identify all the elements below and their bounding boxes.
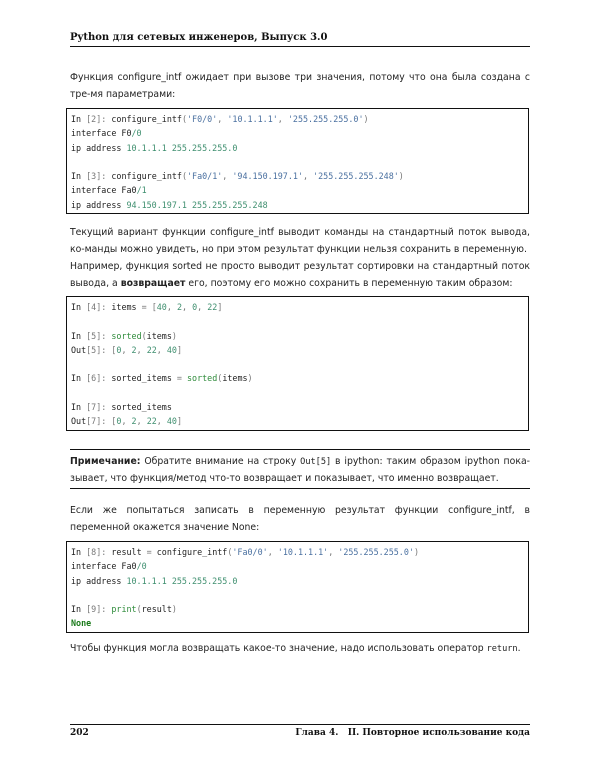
code-token: = [141, 302, 147, 312]
code-token: ( [136, 604, 142, 615]
code-line [71, 588, 524, 602]
code-block-1 [66, 108, 529, 214]
code-token: sorted_items [106, 373, 177, 384]
code-token: sorted [111, 330, 142, 341]
code-token: [ [106, 416, 117, 427]
code-token: 'F0/0' [187, 114, 218, 124]
code-token: 40 [156, 302, 167, 312]
code-token: ip address [71, 199, 127, 210]
note-label: Примечание: [70, 456, 141, 467]
code-line [71, 414, 524, 428]
code-line [71, 357, 524, 371]
code-line [71, 155, 524, 169]
code-token: ) [171, 604, 177, 615]
code-token: , [267, 547, 278, 557]
code-line [71, 386, 524, 400]
page-number: 202 [70, 728, 89, 738]
code-token: = [146, 547, 152, 557]
code-token: /1 [136, 185, 147, 196]
code-token: 22 [146, 416, 157, 427]
code-token: 'Fa0/0' [232, 547, 268, 557]
code-token: [5]: [86, 330, 107, 341]
text: Например, функция sorted не просто выводит результат сортировки на стандартный поток вывода, а [70, 261, 530, 289]
code-token: items [146, 330, 172, 341]
code-token: ) [398, 171, 404, 182]
code-token: 40 [166, 344, 177, 355]
code-token: , [222, 171, 233, 182]
code-token: 0 [116, 416, 122, 427]
code-token: Out [71, 416, 87, 427]
note-top-rule [70, 449, 530, 450]
code-line [71, 169, 524, 183]
chapter-title: Глава 4. II. Повторное использование кода [295, 728, 530, 738]
code-line [71, 602, 524, 616]
code-token: configure_intf [106, 171, 182, 182]
code-token: 22 [207, 302, 218, 312]
paragraph-sorted-example [70, 259, 530, 292]
inline-code: Out[5] [300, 457, 332, 467]
code-token: interface Fa0 [71, 561, 137, 572]
code-line [71, 300, 524, 314]
code-token: /0 [131, 128, 142, 139]
code-token: /0 [136, 561, 147, 572]
code-token: ( [227, 547, 233, 557]
code-token: [7]: [86, 402, 107, 413]
running-header: Python для сетевых инженеров, Выпуск 3.0 [70, 32, 328, 43]
code-token: ip address [71, 142, 127, 153]
code-line [71, 371, 524, 385]
paragraph-current-variant: Текущий вариант функции configure_intf выводит команды на стандартный поток вывода, ко-манды можно увидеть, но при этом результат функции нельзя сохранить в переменную. [70, 227, 530, 255]
code-token: '10.1.1.1' [277, 547, 329, 557]
code-token: '255.255.255.248' [313, 171, 399, 182]
code-token: ) [363, 114, 369, 124]
code-token: In [71, 547, 87, 557]
code-line [71, 400, 524, 414]
code-token: sorted_items [106, 402, 172, 413]
code-token: interface F0 [71, 128, 132, 139]
code-token: 94.150.197.1 255.255.255.248 [126, 199, 268, 210]
header-rule [70, 46, 530, 47]
code-token: result [141, 604, 172, 615]
code-token: In [71, 171, 87, 182]
code-line [71, 183, 524, 197]
code-token: , [302, 171, 314, 182]
code-token: , [136, 344, 147, 355]
code-token: , [277, 114, 288, 124]
code-token: = [176, 373, 182, 384]
code-token: [9]: [86, 604, 107, 615]
code-token: In [71, 373, 87, 384]
code-token: [2]: [86, 114, 107, 124]
code-token: ( [181, 114, 187, 124]
code-line [71, 141, 524, 155]
code-token: 10.1.1.1 255.255.255.0 [126, 142, 238, 153]
code-block-2 [66, 296, 529, 431]
code-token: configure_intf [106, 114, 182, 124]
footer-rule [70, 724, 530, 725]
code-token: , [136, 416, 147, 427]
code-token: [ [146, 302, 157, 312]
note-text: Обратите внимание на строку [140, 456, 301, 467]
code-token: [7]: [86, 416, 107, 427]
code-token: ( [141, 330, 147, 341]
code-line [71, 314, 524, 328]
code-token: In [71, 302, 87, 312]
code-token: '255.255.255.0' [287, 114, 364, 124]
code-token: In [71, 604, 87, 615]
code-token: , [156, 344, 167, 355]
code-token: [ [106, 344, 117, 355]
code-line [71, 343, 524, 357]
code-token: ( [181, 171, 187, 182]
code-line [71, 574, 524, 588]
code-line [71, 329, 524, 343]
code-line [71, 198, 524, 212]
code-token: ] [217, 302, 223, 312]
code-line [71, 126, 524, 140]
code-token: 'Fa0/1' [187, 171, 223, 182]
code-token: , [181, 302, 193, 312]
code-token: ) [413, 547, 419, 557]
code-token: , [121, 344, 132, 355]
code-token: ] [176, 344, 183, 355]
code-token: In [71, 402, 87, 413]
code-token: None [71, 618, 92, 629]
code-line [71, 616, 524, 630]
code-token: , [328, 547, 339, 557]
code-token: , [166, 302, 177, 312]
code-token: 40 [166, 416, 177, 427]
code-token: 10.1.1.1 255.255.255.0 [126, 575, 238, 586]
paragraph-return [70, 641, 530, 658]
code-token: , [121, 416, 132, 427]
code-token: sorted [187, 373, 218, 384]
code-token: 2 [176, 302, 182, 312]
code-token: 22 [146, 344, 157, 355]
note [70, 454, 530, 487]
code-token: configure_intf [151, 547, 228, 557]
code-token: [4]: [86, 302, 107, 312]
code-token: '255.255.255.0' [338, 547, 414, 557]
code-token: 2 [131, 416, 137, 427]
code-token: [5]: [86, 344, 107, 355]
code-token: ] [176, 416, 183, 427]
code-token: items [106, 302, 142, 312]
code-token: ( [217, 373, 223, 384]
text: его, поэтому его можно сохранить в переменную таким образом: [185, 277, 513, 289]
code-line [71, 559, 524, 573]
code-token: print [111, 604, 137, 615]
code-token: ) [171, 330, 177, 341]
code-token: , [156, 416, 167, 427]
code-token: ) [247, 373, 253, 384]
text: Чтобы функция могла возвращать какое-то значение, надо использовать оператор [70, 643, 487, 654]
inline-code: return [486, 644, 518, 654]
code-token: Out [71, 344, 87, 355]
code-line [71, 545, 524, 559]
code-block-3 [66, 541, 529, 633]
code-token: In [71, 330, 87, 341]
note-bottom-rule [70, 488, 530, 489]
paragraph-none-result: Если же попытаться записать в переменную результат функции configure_intf, в переменной окажется значение None: [70, 505, 530, 533]
code-token: 0 [116, 344, 122, 355]
code-token: 0 [192, 302, 198, 312]
code-token: , [197, 302, 208, 312]
code-token: '94.150.197.1' [232, 171, 303, 182]
code-token: items [222, 373, 248, 384]
code-token: [8]: [86, 547, 107, 557]
code-token: In [71, 114, 87, 124]
code-token: ip address [71, 575, 127, 586]
code-token: 2 [131, 344, 137, 355]
note-text: в ipython: таким образом ipython пока-зывает, что функция/метод что-то возвращает и показывает, что именно возвращает. [70, 456, 530, 484]
code-token: interface Fa0 [71, 185, 137, 196]
text: . [517, 643, 521, 654]
code-token: , [217, 114, 228, 124]
code-token: '10.1.1.1' [227, 114, 278, 124]
code-token: result [106, 547, 147, 557]
bold-term: возвращает [120, 277, 186, 289]
paragraph-intro: Функция configure_intf ожидает при вызове три значения, потому что она была создана с тре-мя параметрами: [70, 72, 530, 100]
code-line [71, 112, 524, 126]
code-token: [3]: [86, 171, 107, 182]
code-token: [6]: [86, 373, 107, 384]
